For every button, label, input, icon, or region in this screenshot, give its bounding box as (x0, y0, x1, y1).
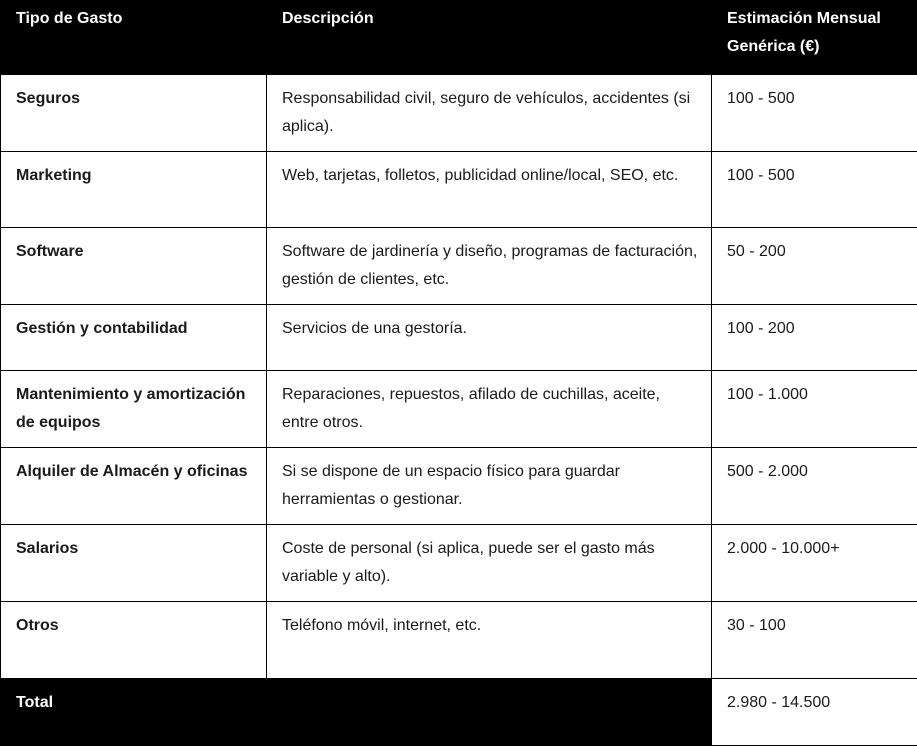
header-type: Tipo de Gasto (1, 1, 267, 75)
row-description: Servicios de una gestoría. (267, 305, 712, 371)
row-estimate: 2.000 - 10.000+ (712, 525, 917, 602)
table-row (1, 602, 917, 679)
row-estimate: 100 - 1.000 (712, 371, 917, 448)
row-type: Alquiler de Almacén y oficinas (1, 448, 267, 525)
row-type: Seguros (1, 75, 267, 152)
table-header-row (1, 1, 917, 75)
row-description: Reparaciones, repuestos, afilado de cuchillas, aceite, entre otros. (267, 371, 712, 448)
row-description: Teléfono móvil, internet, etc. (267, 602, 712, 679)
row-estimate: 100 - 200 (712, 305, 917, 371)
table-row (1, 152, 917, 228)
row-estimate: 100 - 500 (712, 75, 917, 152)
row-description: Responsabilidad civil, seguro de vehículos, accidentes (si aplica). (267, 75, 712, 152)
table-row (1, 371, 917, 448)
table-row (1, 228, 917, 305)
row-type: Software (1, 228, 267, 305)
row-estimate: 500 - 2.000 (712, 448, 917, 525)
row-type: Otros (1, 602, 267, 679)
total-value: 2.980 - 14.500 (712, 679, 917, 746)
table-row (1, 75, 917, 152)
row-type: Mantenimiento y amortización de equipos (1, 371, 267, 448)
table-row (1, 448, 917, 525)
total-row (1, 679, 917, 746)
row-estimate: 100 - 500 (712, 152, 917, 228)
row-type: Marketing (1, 152, 267, 228)
row-type: Gestión y contabilidad (1, 305, 267, 371)
total-label: Total (1, 679, 712, 746)
row-type: Salarios (1, 525, 267, 602)
table-row (1, 525, 917, 602)
row-description: Coste de personal (si aplica, puede ser el gasto más variable y alto). (267, 525, 712, 602)
row-description: Web, tarjetas, folletos, publicidad online/local, SEO, etc. (267, 152, 712, 228)
header-estimate: Estimación Mensual Genérica (€) (712, 1, 917, 75)
header-description: Descripción (267, 1, 712, 75)
row-estimate: 30 - 100 (712, 602, 917, 679)
table-row (1, 305, 917, 371)
row-description: Software de jardinería y diseño, programas de facturación, gestión de clientes, etc. (267, 228, 712, 305)
row-estimate: 50 - 200 (712, 228, 917, 305)
row-description: Si se dispone de un espacio físico para guardar herramientas o gestionar. (267, 448, 712, 525)
